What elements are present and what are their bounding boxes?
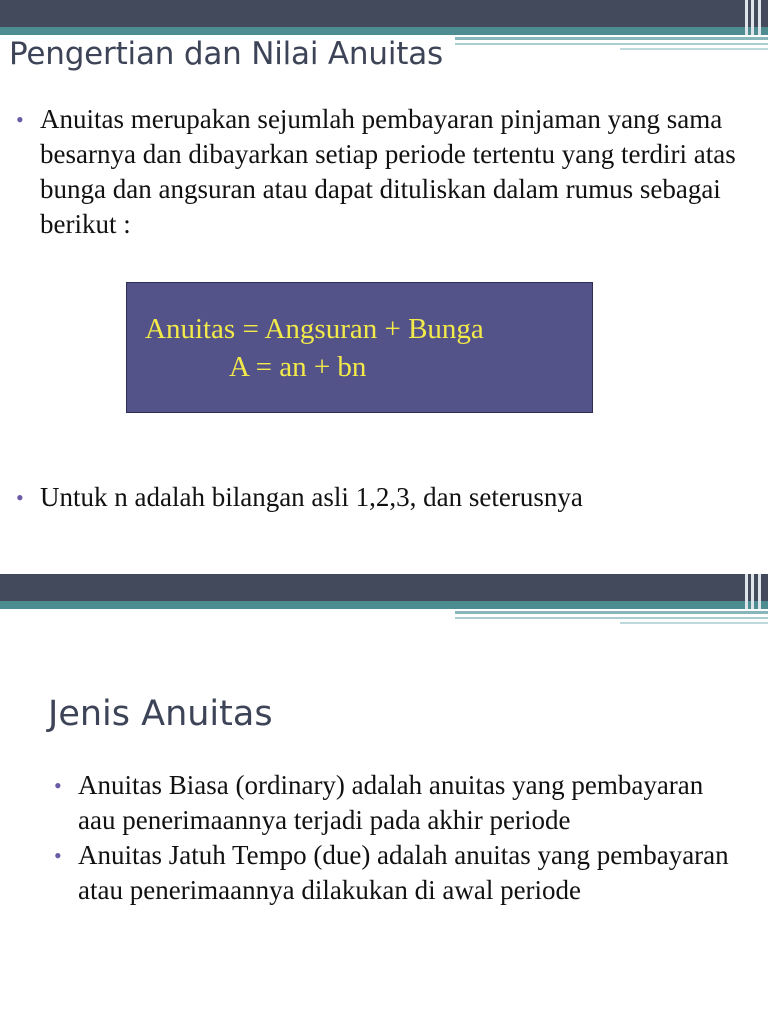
formula-box	[126, 282, 593, 413]
bullet-icon: •	[16, 107, 24, 132]
list-item	[16, 480, 756, 515]
header-band-line	[455, 611, 768, 614]
bullet-list	[54, 768, 744, 908]
bullet-icon: •	[54, 843, 62, 868]
header-band-line	[620, 48, 768, 50]
list-item	[54, 768, 744, 838]
header-band-stripe	[758, 574, 761, 609]
slide-2	[0, 574, 768, 1024]
list-item	[54, 838, 744, 908]
header-band	[0, 574, 768, 638]
header-band-dark	[0, 0, 768, 27]
bullet-list	[16, 480, 756, 515]
bullet-icon: •	[16, 485, 24, 510]
bullet-text: Untuk n adalah bilangan asli 1,2,3, dan seterusnya	[40, 482, 583, 512]
header-band-stripe	[745, 574, 748, 609]
bullet-text: Anuitas Biasa (ordinary) adalah anuitas yang pembayaran aau penerimaannya terjadi pada akhir periode	[78, 770, 704, 835]
header-band-line	[620, 622, 768, 624]
bullet-list	[16, 102, 756, 242]
header-band-stripe	[758, 0, 761, 35]
formula-line: A = an + bn	[229, 351, 367, 383]
header-band-line	[455, 37, 768, 40]
bullet-icon: •	[54, 773, 62, 798]
header-band-teal	[0, 601, 768, 609]
header-band-stripe	[745, 0, 748, 35]
bullet-text: Anuitas merupakan sejumlah pembayaran pinjaman yang sama besarnya dan dibayarkan setiap periode tertentu yang terdiri atas bunga dan angsuran atau dapat dituliskan dalam rumus sebagai berikut :	[40, 104, 736, 239]
header-band-line	[455, 43, 768, 45]
header-band-dark	[0, 574, 768, 601]
header-band-line	[455, 617, 768, 619]
list-item	[16, 102, 756, 242]
header-band-teal	[0, 27, 768, 35]
header-band-stripe	[751, 0, 754, 35]
formula-line: Anuitas = Angsuran + Bunga	[145, 313, 484, 345]
slide-title: Jenis Anuitas	[48, 694, 273, 734]
slide-title: Pengertian dan Nilai Anuitas	[9, 36, 443, 72]
bullet-text: Anuitas Jatuh Tempo (due) adalah anuitas yang pembayaran atau penerimaannya dilakukan di awal periode	[78, 840, 729, 905]
header-band-stripe	[751, 574, 754, 609]
